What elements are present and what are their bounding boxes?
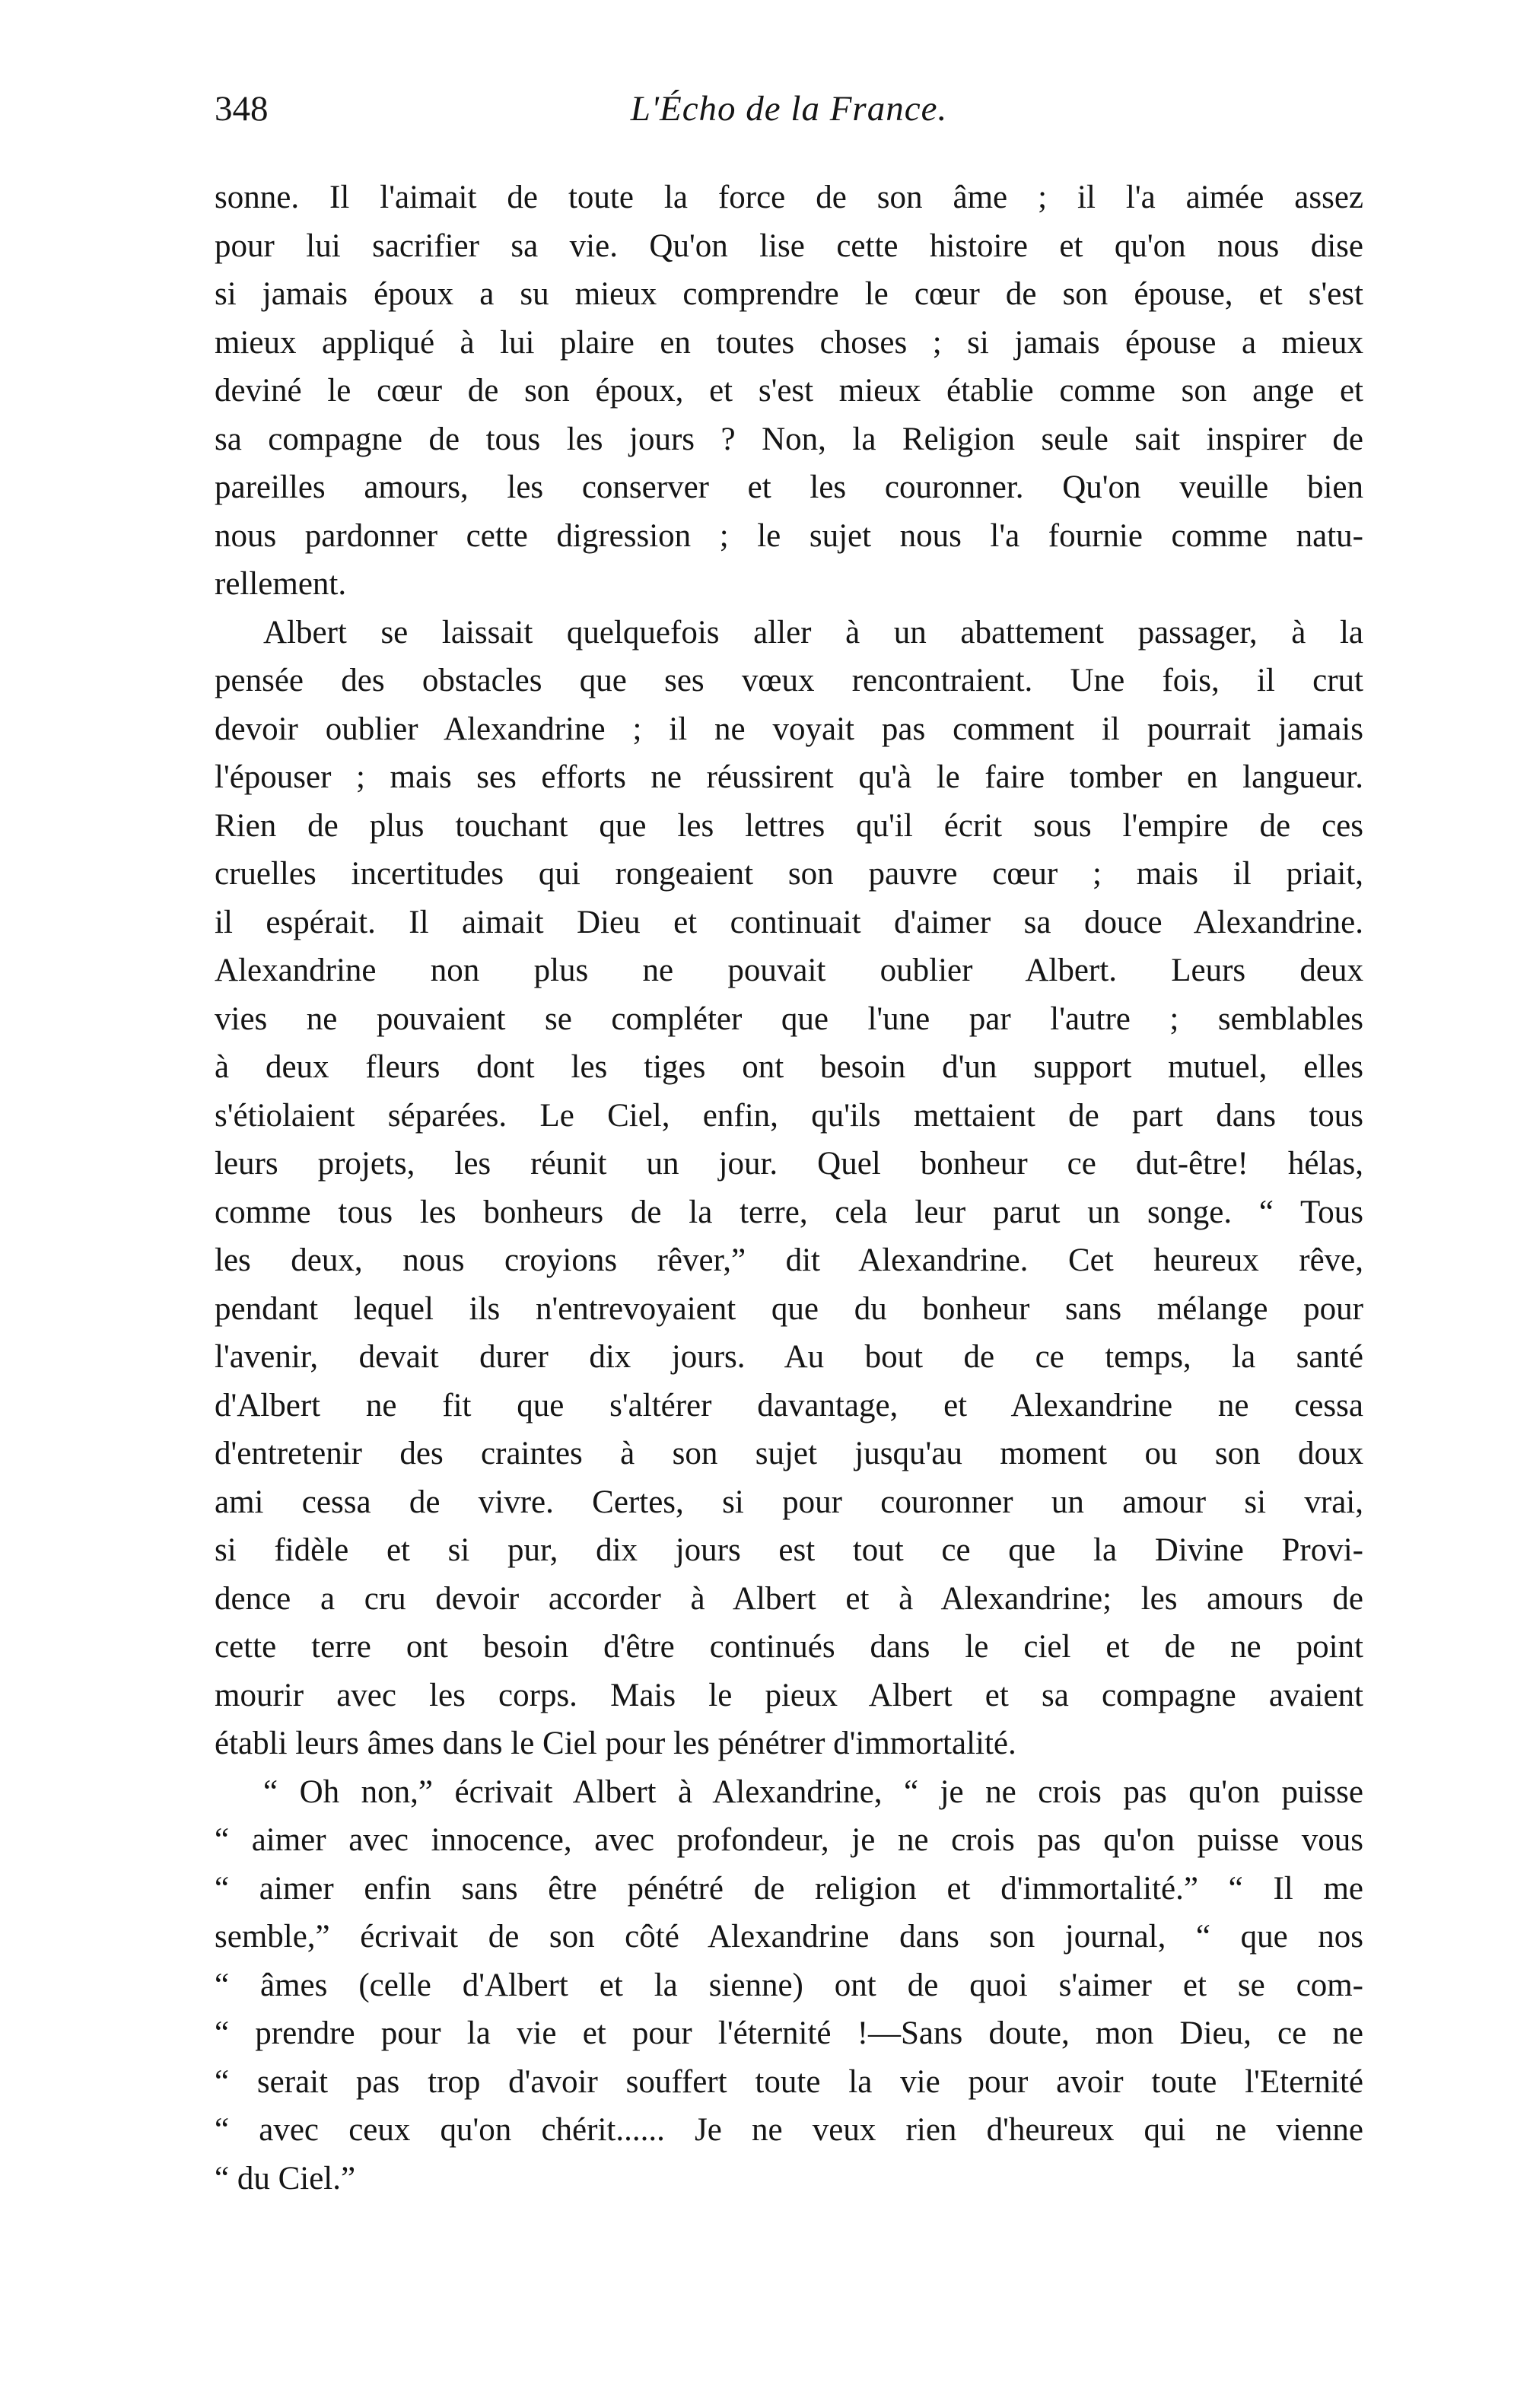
text-line: Albert se laissait quelquefois aller à un abattement passager, à la bbox=[263, 614, 1363, 651]
text-line: d'entretenir des craintes à son sujet jusqu'au moment ou son doux bbox=[215, 1436, 1363, 1471]
paragraph bbox=[215, 609, 1363, 1768]
running-title: L'Écho de la France. bbox=[630, 89, 948, 129]
text-line: s'étiolaient séparées. Le Ciel, enfin, qu'ils mettaient de part dans tous bbox=[215, 1097, 1363, 1134]
text-line: l'avenir, devait durer dix jours. Au bout de ce temps, la santé bbox=[215, 1339, 1363, 1375]
text-line: “ avec ceux qu'on chérit...... Je ne veux rien d'heureux qui ne vienne bbox=[215, 2112, 1363, 2148]
text-line: “ du Ciel.” bbox=[215, 2160, 356, 2196]
text-line: pour lui sacrifier sa vie. Qu'on lise cette histoire et qu'on nous dise bbox=[215, 227, 1363, 264]
text-line: pensée des obstacles que ses vœux rencontraient. Une fois, il crut bbox=[215, 663, 1363, 698]
text-line: établi leurs âmes dans le Ciel pour les pénétrer d'immortalité. bbox=[215, 1726, 1016, 1761]
text-line: l'épouser ; mais ses efforts ne réussirent qu'à le faire tomber en langueur. bbox=[215, 759, 1363, 795]
text-line: “ Oh non,” écrivait Albert à Alexandrine, “ je ne crois pas qu'on puisse bbox=[263, 1773, 1363, 1810]
paragraph bbox=[215, 173, 1363, 609]
text-line: si jamais époux a su mieux comprendre le cœur de son épouse, et s'est bbox=[215, 276, 1363, 312]
text-line: “ aimer avec innocence, avec profondeur, je ne crois pas qu'on puisse vous bbox=[215, 1822, 1363, 1858]
text-line: vies ne pouvaient se compléter que l'une par l'autre ; semblables bbox=[215, 1000, 1363, 1037]
text-line: cruelles incertitudes qui rongeaient son pauvre cœur ; mais il priait, bbox=[215, 856, 1363, 892]
text-line: “ serait pas trop d'avoir souffert toute la vie pour avoir toute l'Eternité bbox=[215, 2063, 1363, 2100]
text-line: “ aimer enfin sans être pénétré de religion et d'immortalité.” “ Il me bbox=[215, 1870, 1363, 1907]
text-line: à deux fleurs dont les tiges ont besoin d'un support mutuel, elles bbox=[215, 1049, 1363, 1085]
text-line: si fidèle et si pur, dix jours est tout ce que la Divine Provi- bbox=[215, 1532, 1363, 1568]
text-line: sa compagne de tous les jours ? Non, la Religion seule sait inspirer de bbox=[215, 421, 1363, 457]
paragraph bbox=[215, 1768, 1363, 2203]
text-line: comme tous les bonheurs de la terre, cela leur parut un songe. “ Tous bbox=[215, 1194, 1363, 1230]
text-line: leurs projets, les réunit un jour. Quel bonheur ce dut-être! hélas, bbox=[215, 1146, 1363, 1182]
text-line: mourir avec les corps. Mais le pieux Albert et sa compagne avaient bbox=[215, 1677, 1363, 1713]
text-line: “ âmes (celle d'Albert et la sienne) ont de quoi s'aimer et se com- bbox=[215, 1967, 1363, 2003]
text-line: pendant lequel ils n'entrevoyaient que du bonheur sans mélange pour bbox=[215, 1290, 1363, 1327]
page-header bbox=[215, 82, 1363, 135]
text-line: d'Albert ne fit que s'altérer davantage, et Alexandrine ne cessa bbox=[215, 1387, 1363, 1423]
text-line: cette terre ont besoin d'être continués dans le ciel et de ne point bbox=[215, 1629, 1363, 1665]
text-line: deviné le cœur de son époux, et s'est mieux établie comme son ange et bbox=[215, 373, 1363, 409]
text-line: Alexandrine non plus ne pouvait oublier Albert. Leurs deux bbox=[215, 953, 1363, 988]
text-line: “ prendre pour la vie et pour l'éternité !—Sans doute, mon Dieu, ce ne bbox=[215, 2015, 1363, 2051]
text-line: rellement. bbox=[215, 566, 347, 602]
text-line: dence a cru devoir accorder à Albert et à Alexandrine; les amours de bbox=[215, 1580, 1363, 1617]
body-text bbox=[215, 173, 1363, 2203]
text-line: devoir oublier Alexandrine ; il ne voyait pas comment il pourrait jamais bbox=[215, 711, 1363, 747]
text-line: mieux appliqué à lui plaire en toutes choses ; si jamais épouse a mieux bbox=[215, 324, 1363, 361]
text-line: semble,” écrivait de son côté Alexandrine dans son journal, “ que nos bbox=[215, 1919, 1363, 1955]
text-line: sonne. Il l'aimait de toute la force de son âme ; il l'a aimée assez bbox=[215, 180, 1363, 215]
text-line: Rien de plus touchant que les lettres qu'il écrit sous l'empire de ces bbox=[215, 807, 1363, 844]
text-line: pareilles amours, les conserver et les couronner. Qu'on veuille bien bbox=[215, 469, 1363, 505]
text-line: ami cessa de vivre. Certes, si pour couronner un amour si vrai, bbox=[215, 1484, 1363, 1520]
text-line: les deux, nous croyions rêver,” dit Alexandrine. Cet heureux rêve, bbox=[215, 1242, 1363, 1278]
page-number: 348 bbox=[215, 89, 269, 129]
text-line: il espérait. Il aimait Dieu et continuait d'aimer sa douce Alexandrine. bbox=[215, 904, 1363, 940]
text-line: nous pardonner cette digression ; le sujet nous l'a fournie comme natu- bbox=[215, 517, 1363, 554]
